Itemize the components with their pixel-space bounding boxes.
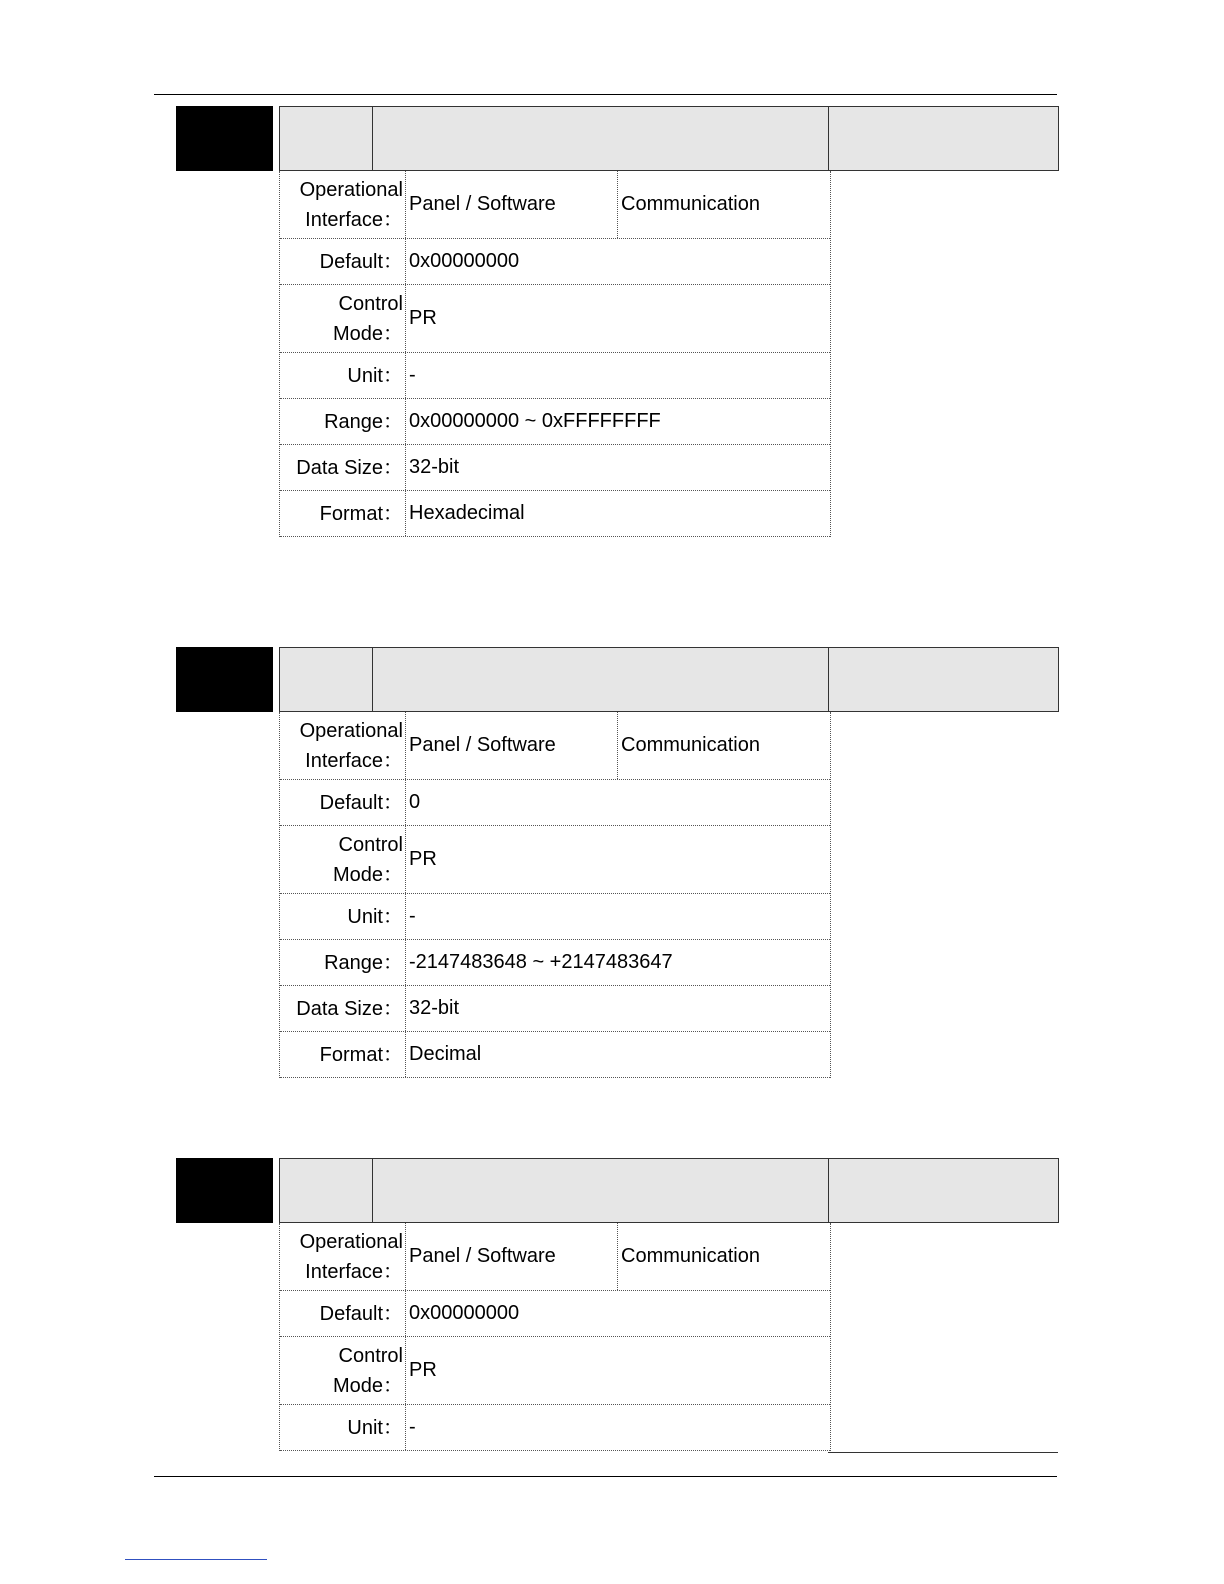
table-row <box>280 986 830 1032</box>
row-value: PR <box>409 848 437 870</box>
table-row <box>280 1291 830 1337</box>
parameter-header <box>279 647 1059 712</box>
table-row <box>280 1337 830 1405</box>
row-label: Data Size： <box>280 986 406 1031</box>
table-row <box>280 1405 830 1451</box>
top-rule <box>154 94 1057 95</box>
row-label: Data Size： <box>280 445 406 490</box>
table-row <box>280 445 830 491</box>
row-label: Default： <box>280 239 406 284</box>
row-value: Panel / Software <box>409 171 618 238</box>
parameter-code-box <box>176 1158 273 1223</box>
parameter-header <box>279 106 1059 171</box>
bottom-rule <box>154 1476 1057 1477</box>
row-value: 0x00000000 ~ 0xFFFFFFFF <box>409 410 661 432</box>
table-row <box>280 826 830 894</box>
table-row <box>280 491 830 537</box>
row-value: Hexadecimal <box>409 502 525 524</box>
parameter-code-box <box>176 106 273 171</box>
row-label: Unit： <box>280 1405 406 1450</box>
table-row <box>280 712 830 780</box>
table-row <box>280 894 830 940</box>
row-label: Unit： <box>280 894 406 939</box>
row-value: PR <box>409 307 437 329</box>
parameter-header <box>279 1158 1059 1223</box>
row-value: - <box>409 905 416 927</box>
row-label: Format： <box>280 1032 406 1077</box>
row-value: 32-bit <box>409 997 460 1019</box>
table-row <box>280 399 830 445</box>
row-value: 0x00000000 <box>409 1302 520 1324</box>
table-row <box>280 239 830 285</box>
row-value: PR <box>409 1359 437 1381</box>
row-label: Range： <box>280 940 406 985</box>
section-end-line <box>828 1452 1058 1453</box>
footer-link-underline <box>125 1559 267 1560</box>
row-value-communication: Communication <box>621 193 760 215</box>
row-label: Operational Interface： <box>280 171 406 238</box>
row-label: Control Mode： <box>280 826 406 893</box>
row-value: - <box>409 1416 416 1438</box>
row-value-communication: Communication <box>621 734 760 756</box>
table-row <box>280 1223 830 1291</box>
row-value: Decimal <box>409 1043 482 1065</box>
table-row <box>280 780 830 826</box>
row-label: Unit： <box>280 353 406 398</box>
table-row <box>280 1032 830 1078</box>
parameter-table <box>279 171 831 537</box>
parameter-table <box>279 712 831 1078</box>
parameter-code-box <box>176 647 273 712</box>
row-label: Control Mode： <box>280 285 406 352</box>
row-value: Panel / Software <box>409 712 618 779</box>
row-label: Default： <box>280 1291 406 1336</box>
row-label: Operational Interface： <box>280 1223 406 1290</box>
row-label: Control Mode： <box>280 1337 406 1404</box>
table-row <box>280 353 830 399</box>
row-value: - <box>409 364 416 386</box>
table-row <box>280 940 830 986</box>
row-value: 0 <box>409 791 421 813</box>
row-value: Panel / Software <box>409 1223 618 1290</box>
parameter-table <box>279 1223 831 1451</box>
row-label: Range： <box>280 399 406 444</box>
table-row <box>280 285 830 353</box>
row-value: 0x00000000 <box>409 250 520 272</box>
row-label: Format： <box>280 491 406 536</box>
row-label: Operational Interface： <box>280 712 406 779</box>
row-value: -2147483648 ~ +2147483647 <box>409 951 673 973</box>
row-value-communication: Communication <box>621 1245 760 1267</box>
row-label: Default： <box>280 780 406 825</box>
row-value: 32-bit <box>409 456 460 478</box>
table-row <box>280 171 830 239</box>
